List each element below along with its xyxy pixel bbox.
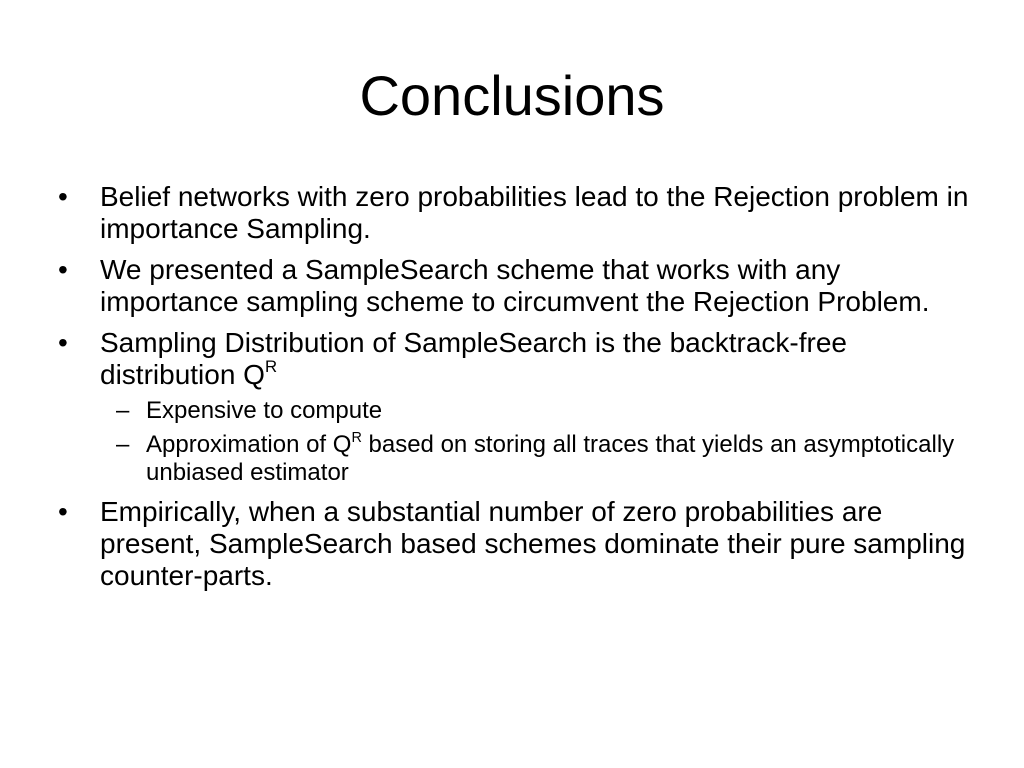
- bullet-item: [58, 254, 978, 318]
- bullet-marker: •: [58, 254, 68, 285]
- bullet-item: [58, 181, 978, 245]
- bullet-text: Sampling Distribution of SampleSearch is the backtrack-free distribution Q: [100, 327, 848, 390]
- bullet-item: [58, 327, 978, 487]
- superscript: R: [351, 429, 362, 446]
- sub-bullet-marker: –: [116, 397, 130, 424]
- sub-bullet-text-continued: based on storing all traces that yields an asymptotically unbiased estimator: [146, 431, 955, 486]
- sub-bullet-text: Expensive to compute: [146, 397, 383, 424]
- sub-bullet-list: [100, 397, 978, 487]
- bullet-marker: •: [58, 327, 68, 358]
- bullet-marker: •: [58, 181, 68, 212]
- bullet-item: [58, 496, 978, 592]
- sub-bullet-item: [100, 431, 978, 487]
- bullet-text: We presented a SampleSearch scheme that works with any importance sampling scheme to circumvent the Rejection Problem.: [100, 254, 930, 317]
- bullet-text: Belief networks with zero probabilities lead to the Rejection problem in importance Sampling.: [100, 181, 969, 244]
- sub-bullet-marker: –: [116, 431, 130, 458]
- bullet-marker: •: [58, 496, 68, 527]
- superscript: R: [264, 357, 278, 377]
- sub-bullet-item: [100, 397, 978, 425]
- bullet-list: [58, 181, 978, 601]
- slide-title: Conclusions: [359, 64, 665, 127]
- bullet-text: Empirically, when a substantial number of zero probabilities are present, SampleSearch based schemes dominate their pure sampling counter-parts.: [100, 496, 966, 591]
- sub-bullet-text: Approximation of Q: [146, 431, 352, 458]
